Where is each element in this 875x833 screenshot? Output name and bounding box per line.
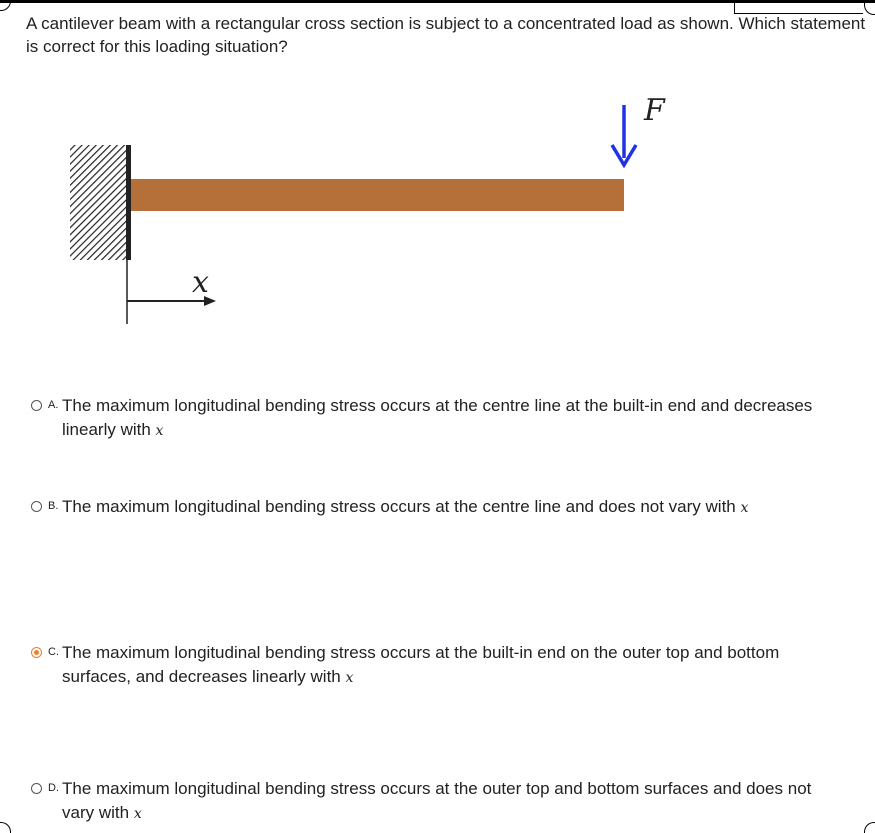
option-text (62, 495, 842, 520)
frame-corner (864, 822, 875, 833)
option-text (62, 394, 842, 443)
fixed-wall-line (126, 145, 131, 260)
beam (131, 179, 624, 211)
option-text (62, 641, 842, 690)
option-text-body: The maximum longitudinal bending stress occurs at the built-in end on the outer top and bottom surfaces, and decreases linearly with (62, 643, 780, 686)
cantilever-beam-figure (0, 0, 875, 380)
radio-option-d[interactable] (31, 783, 42, 794)
option-text-body: The maximum longitudinal bending stress occurs at the outer top and bottom surfaces and does not vary with (62, 779, 812, 822)
variable-x: x (133, 806, 142, 822)
option-letter: B. (48, 500, 59, 512)
load-label: F (644, 93, 665, 128)
option-text (62, 777, 842, 826)
option-d[interactable] (31, 777, 851, 826)
frame-corner (0, 822, 11, 833)
question-text: A cantilever beam with a rectangular cross section is subject to a concentrated load as shown. Which statement is correct for this loading situation? (26, 14, 866, 56)
variable-x: x (155, 423, 164, 439)
radio-option-b[interactable] (31, 501, 42, 512)
option-c[interactable] (31, 641, 851, 690)
variable-x: x (345, 670, 354, 686)
option-letter: A. (48, 399, 59, 411)
variable-x: x (740, 500, 749, 516)
option-letter: C. (48, 646, 59, 658)
option-text-body: The maximum longitudinal bending stress occurs at the centre line and does not vary with (62, 497, 736, 516)
option-text-body: The maximum longitudinal bending stress occurs at the centre line at the built-in end and decreases linearly with (62, 396, 813, 439)
radio-option-c[interactable] (31, 647, 42, 658)
radio-option-a[interactable] (31, 400, 42, 411)
option-a[interactable] (31, 394, 851, 443)
fixed-support-hatch (70, 145, 126, 260)
option-letter: D. (48, 782, 59, 794)
option-b[interactable] (31, 495, 851, 520)
x-axis-label: x (192, 265, 209, 300)
